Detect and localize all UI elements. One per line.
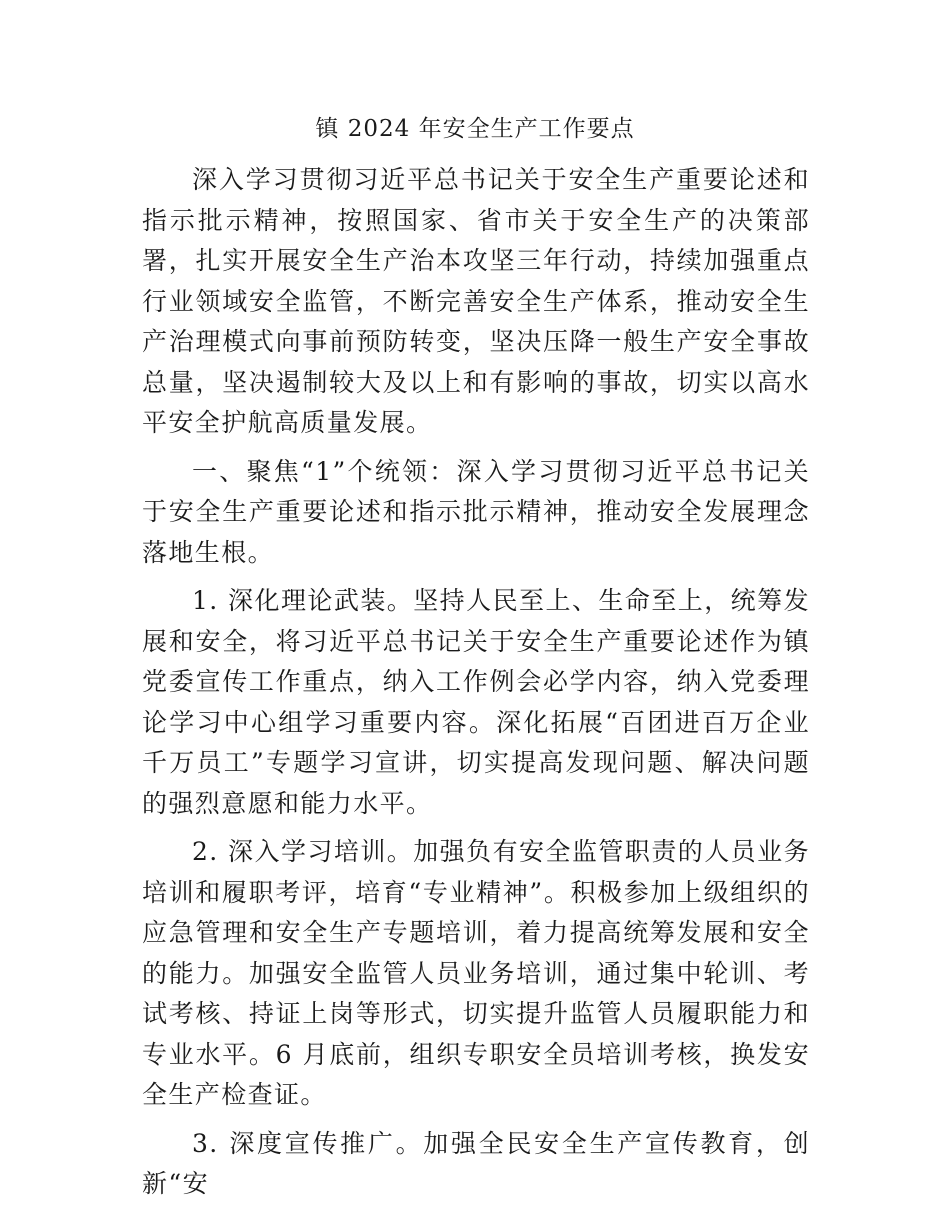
intro-paragraph: 深入学习贯彻习近平总书记关于安全生产重要论述和指示批示精神，按照国家、省市关于安全生产的决策部署，扎实开展安全生产治本攻坚三年行动，持续加强重点行业领域安全监管，不断完善安全生产体系，推动安全生产治理模式向事前预防转变，坚决压降一般生产安全事故总量，坚决遏制较大及以上和有影响的事故，切实以高水平安全护航高质量发展。 bbox=[142, 165, 810, 437]
document-title: 镇 2024 年安全生产工作要点 bbox=[315, 116, 635, 142]
item-2-paragraph: 2. 深入学习培训。加强负有安全监管职责的人员业务培训和履职考评，培育“专业精神”。积极参加上级组织的应急管理和安全生产专题培训，着力提高统筹发展和安全的能力。加强安全监管人员业务培训，通过集中轮训、考试考核、持证上岗等形式，切实提升监管人员履职能力和专业水平。6 月底前，组织专职安全员培训考核，换发安全生产检查证。 bbox=[142, 837, 810, 1109]
section-heading-1: 一、聚焦“1”个统领：深入学习贯彻习近平总书记关于安全生产重要论述和指示批示精神，推动安全发展理念落地生根。 bbox=[142, 456, 810, 567]
item-1-paragraph: 1. 深化理论武装。坚持人民至上、生命至上，统筹发展和安全，将习近平总书记关于安全生产重要论述作为镇党委宣传工作重点，纳入工作例会必学内容，纳入党委理论学习中心组学习重要内容。深化拓展“百团进百万企业千万员工”专题学习宣讲，切实提高发现问题、解决问题的强烈意愿和能力水平。 bbox=[142, 586, 810, 818]
document-body bbox=[142, 160, 810, 1213]
item-3-paragraph: 3. 深度宣传推广。加强全民安全生产宣传教育，创新“安 bbox=[142, 1128, 810, 1198]
